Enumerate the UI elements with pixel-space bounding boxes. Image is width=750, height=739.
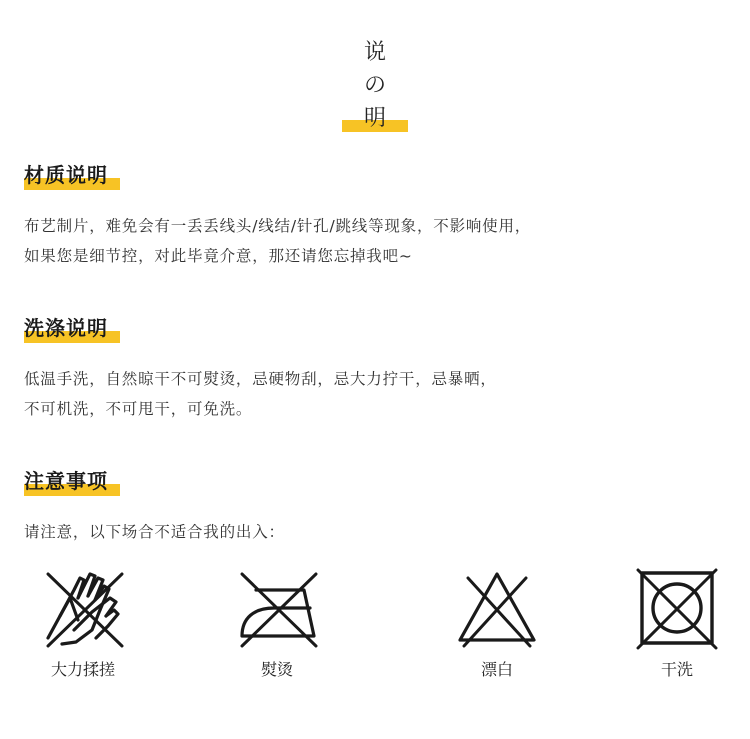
title-char-1: 说: [363, 40, 386, 65]
no-dry-clean-icon: [634, 568, 720, 650]
no-scrubbing-hands-icon: [40, 568, 126, 650]
care-label: 干洗: [660, 660, 693, 679]
paragraph-line: 布艺制片，难免会有一丢丢线头/线结/针孔/跳线等现象，不影响使用，: [24, 217, 532, 235]
title-char-3: 明: [363, 106, 386, 131]
title-char-2: の: [363, 73, 386, 98]
care-label: 漂白: [480, 660, 513, 679]
care-label: 熨烫: [260, 660, 293, 679]
section-heading-notes: [24, 466, 108, 496]
paragraph-line: 请注意，以下场合不适合我的出入：: [24, 523, 285, 541]
washing-paragraph: [24, 364, 497, 424]
no-ironing-icon: [234, 568, 320, 650]
material-paragraph: [24, 211, 531, 271]
section-heading-text: 注意事项: [24, 469, 108, 493]
paragraph-line: 如果您是细节控，对此毕竟介意，那还请您忘掉我吧~: [24, 247, 413, 265]
care-item-scrubbing: [38, 568, 128, 680]
care-item-dry-clean: [632, 568, 722, 680]
paragraph-line: 低温手洗，自然晾干不可熨烫，忌硬物刮，忌大力拧干，忌暴晒，: [24, 370, 497, 388]
section-heading-washing: [24, 313, 108, 343]
section-heading-text: 洗涤说明: [24, 316, 108, 340]
section-heading-text: 材质说明: [24, 163, 108, 187]
page-title: [340, 36, 410, 135]
care-item-bleach: [452, 568, 542, 680]
paragraph-line: 不可机洗，不可甩干，可免洗。: [24, 400, 253, 418]
no-bleach-icon: [454, 568, 540, 650]
section-heading-material: [24, 160, 108, 190]
care-label: 大力揉搓: [50, 660, 115, 679]
care-item-ironing: [232, 568, 322, 680]
notes-paragraph: [24, 517, 285, 547]
